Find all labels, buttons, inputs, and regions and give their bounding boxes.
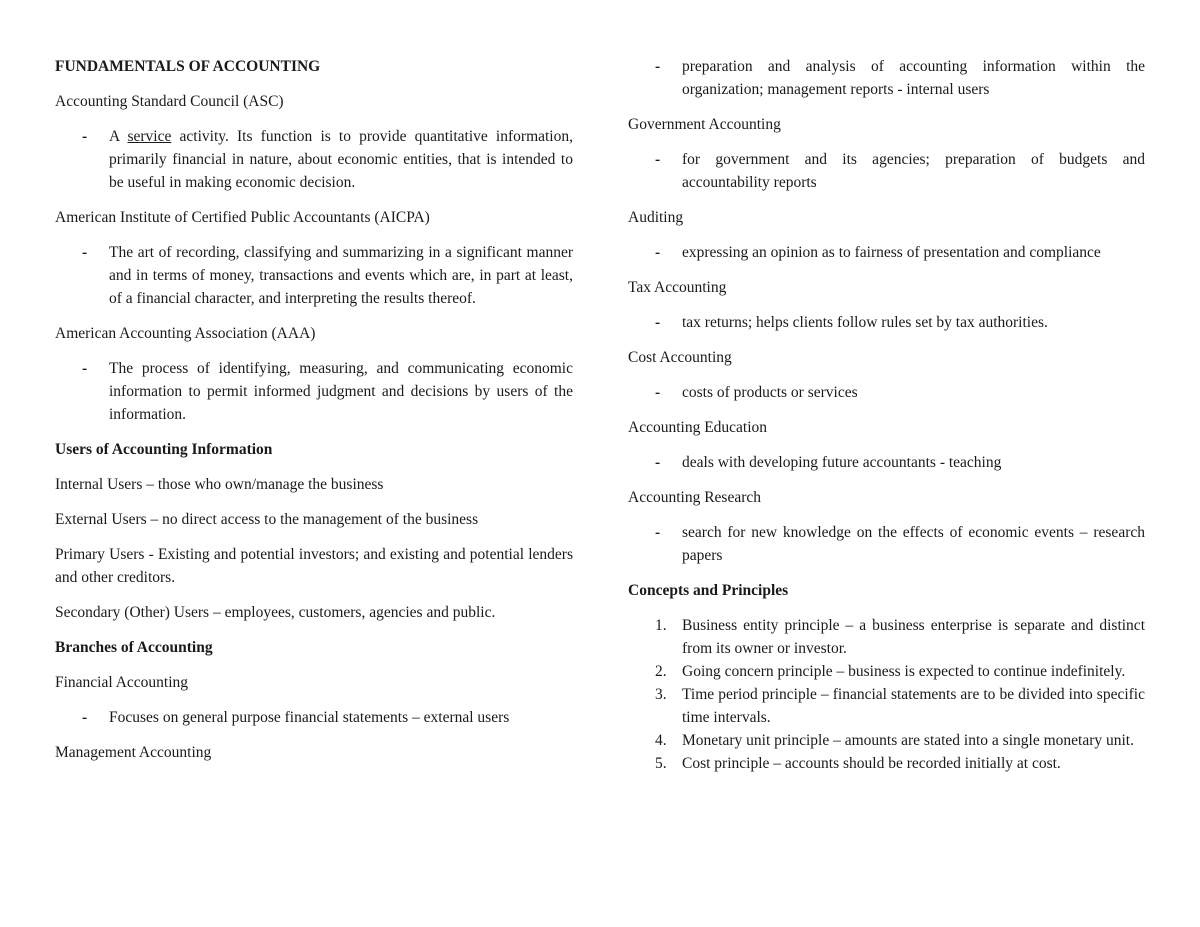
financial-accounting-label: Financial Accounting bbox=[55, 674, 189, 691]
accounting-research-definition: - search for new knowledge on the effects of economic events – research papers bbox=[628, 521, 1145, 567]
list-item-number: 1. bbox=[655, 617, 667, 634]
tax-accounting-label: Tax Accounting bbox=[628, 279, 727, 296]
list-item bbox=[628, 729, 1145, 752]
list-item bbox=[628, 683, 1145, 729]
list-item-number: 3. bbox=[655, 686, 667, 703]
list-item-number: 2. bbox=[655, 663, 667, 680]
external-users: External Users – no direct access to the management of the business bbox=[55, 511, 479, 528]
list-item-text: Monetary unit principle – amounts are stated into a single monetary unit. bbox=[682, 732, 1134, 749]
primary-users: Primary Users - Existing and potential investors; and existing and potential lenders and other creditors. bbox=[55, 546, 573, 586]
secondary-users: Secondary (Other) Users – employees, customers, agencies and public. bbox=[55, 604, 496, 621]
aicpa-label: American Institute of Certified Public Accountants (AICPA) bbox=[55, 209, 430, 226]
list-item-text: Going concern principle – business is expected to continue indefinitely. bbox=[682, 663, 1126, 680]
asc-def-pre: A bbox=[109, 128, 128, 145]
accounting-research-label: Accounting Research bbox=[628, 489, 761, 506]
principles-list bbox=[628, 614, 1145, 775]
cost-accounting-definition: - costs of products or services bbox=[628, 381, 1145, 404]
list-item-text: Business entity principle – a business enterprise is separate and distinct from its owner or investor. bbox=[682, 617, 1145, 657]
aicpa-definition: - The art of recording, classifying and summarizing in a significant manner and in terms of money, transactions and events which are, in part at least, of a financial character, and interpreting the results thereof. bbox=[55, 241, 573, 310]
list-item-number: 5. bbox=[655, 755, 667, 772]
list-item bbox=[628, 660, 1145, 683]
list-item-text: Time period principle – financial statements are to be divided into specific time intervals. bbox=[682, 686, 1145, 726]
auditing-label: Auditing bbox=[628, 209, 684, 226]
management-accounting-definition: - preparation and analysis of accounting information within the organization; management reports - internal users bbox=[628, 55, 1145, 101]
left-column bbox=[55, 55, 573, 776]
list-item-text: Cost principle – accounts should be recorded initially at cost. bbox=[682, 755, 1061, 772]
list-item-number: 4. bbox=[655, 732, 667, 749]
list-item bbox=[628, 752, 1145, 775]
government-accounting-definition: - for government and its agencies; preparation of budgets and accountability reports bbox=[628, 148, 1145, 194]
auditing-definition: - expressing an opinion as to fairness of presentation and compliance bbox=[628, 241, 1145, 264]
aaa-label: American Accounting Association (AAA) bbox=[55, 325, 316, 342]
internal-users: Internal Users – those who own/manage the business bbox=[55, 476, 384, 493]
branches-heading: Branches of Accounting bbox=[55, 639, 213, 656]
tax-accounting-definition: - tax returns; helps clients follow rules set by tax authorities. bbox=[628, 311, 1145, 334]
asc-definition bbox=[55, 125, 573, 194]
government-accounting-label: Government Accounting bbox=[628, 116, 781, 133]
asc-label: Accounting Standard Council (ASC) bbox=[55, 93, 284, 110]
management-accounting-label: Management Accounting bbox=[55, 744, 212, 761]
right-column bbox=[628, 55, 1145, 775]
accounting-education-definition: - deals with developing future accountants - teaching bbox=[628, 451, 1145, 474]
cost-accounting-label: Cost Accounting bbox=[628, 349, 732, 366]
asc-def-service: service bbox=[127, 128, 172, 145]
document-title: FUNDAMENTALS OF ACCOUNTING bbox=[55, 58, 321, 75]
financial-accounting-definition: - Focuses on general purpose financial statements – external users bbox=[55, 706, 573, 729]
aaa-definition: - The process of identifying, measuring, and communicating economic information to permit informed judgment and decisions by users of the information. bbox=[55, 357, 573, 426]
accounting-education-label: Accounting Education bbox=[628, 419, 768, 436]
list-item bbox=[628, 614, 1145, 660]
users-heading: Users of Accounting Information bbox=[55, 441, 273, 458]
concepts-heading: Concepts and Principles bbox=[628, 582, 789, 599]
asc-def-post: activity. Its function is to provide quantitative information, primarily financial in nature, about economic entities, that is intended to be useful in making economic decision. bbox=[109, 128, 573, 191]
